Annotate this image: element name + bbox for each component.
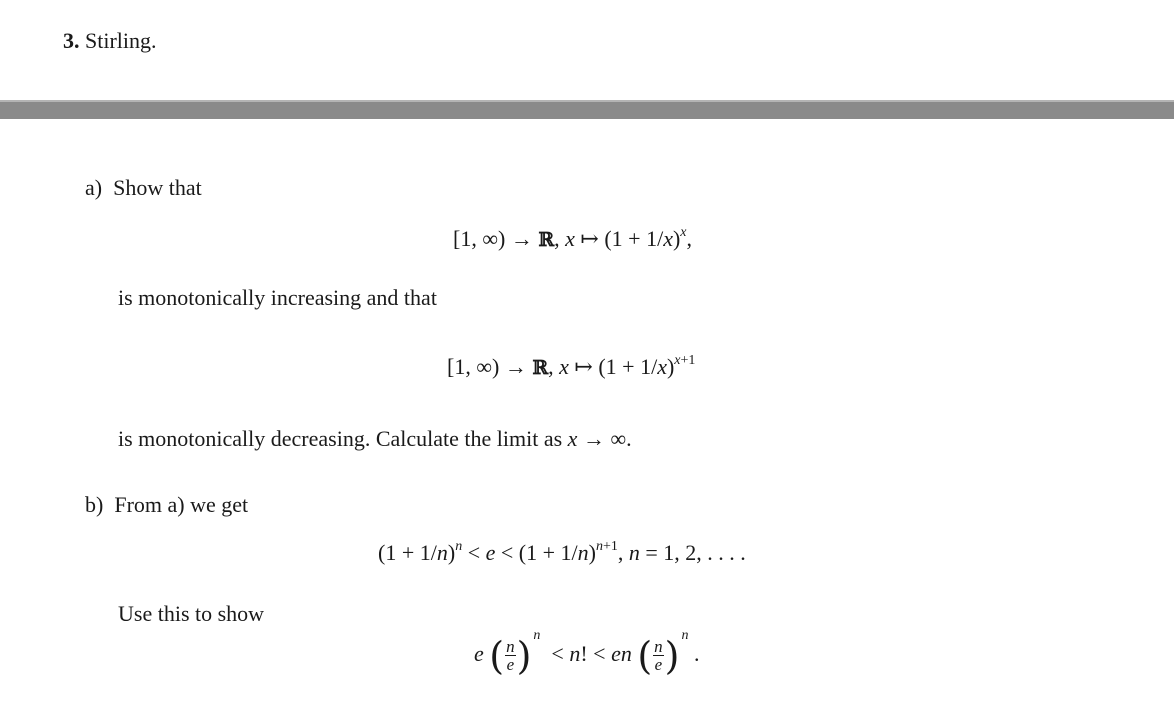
problem-title-text: Stirling.: [85, 28, 157, 53]
equation-e-bounds: $(1 + 1/n)^n < e < (1 + 1/n)^{n+1}$, n = 1, 2, . . . .: [378, 539, 746, 565]
equation-decreasing-function: [1, ∞) → ℝ, x ↦ $(1 + 1/x)^{x+1}$: [447, 353, 696, 379]
problem-title: [63, 28, 157, 54]
part-b-label: b): [85, 492, 104, 517]
text-decreasing-content: is monotonically decreasing. Calculate the limit as: [118, 426, 563, 451]
part-a-label: a): [85, 175, 103, 200]
text-increasing: is monotonically increasing and that: [118, 285, 437, 310]
section-divider: [0, 100, 1174, 119]
text-decreasing: [118, 426, 632, 452]
part-b-heading: [85, 492, 248, 518]
part-b-intro: From a) we get: [114, 492, 249, 517]
equation-stirling-bounds: e ( $\frac{n}{e}$ ) $^n$ < n! < en ( $\frac{n}{e}$ ) $^n$ .: [474, 628, 700, 678]
part-a-heading: [85, 175, 202, 201]
text-use-this: Use this to show: [118, 601, 265, 626]
part-a-intro: Show that: [113, 175, 202, 200]
limit-expression: x → ∞.: [567, 426, 632, 451]
problem-number: 3.: [63, 28, 80, 53]
equation-increasing-function: [1, ∞) → ℝ, x ↦ $(1 + 1/x)^x$,: [453, 225, 692, 251]
